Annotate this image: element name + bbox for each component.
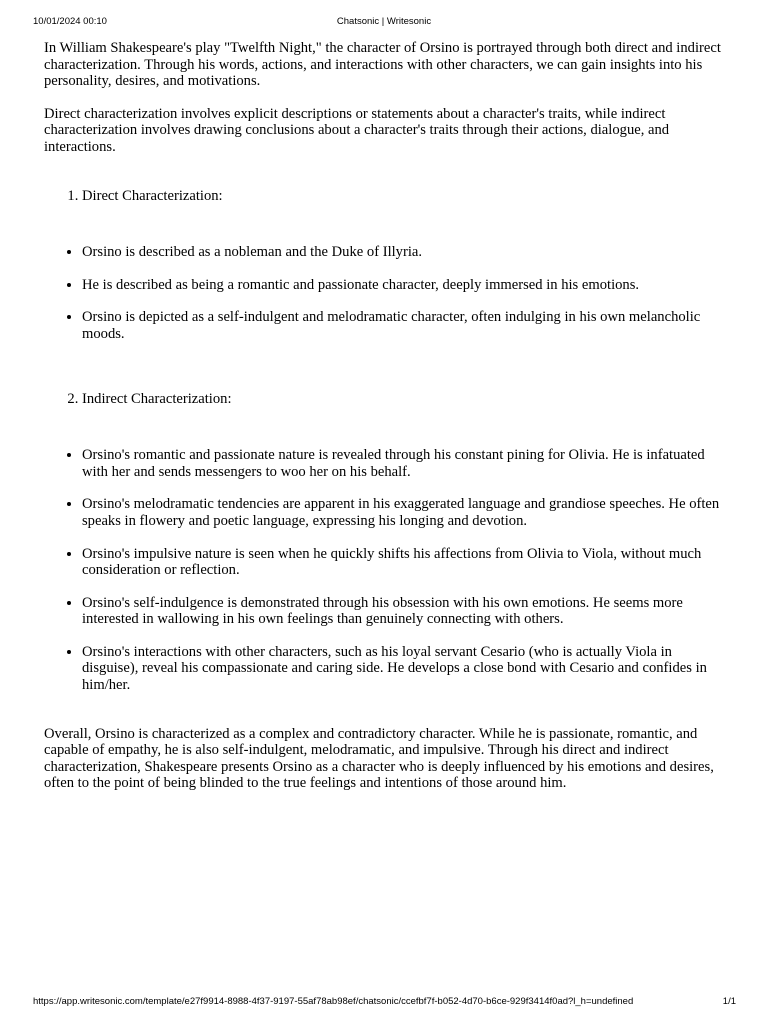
print-page-number: 1/1 (722, 996, 736, 1007)
direct-bullet-list (44, 244, 728, 342)
list-item: • Orsino's interactions with other characters, such as his loyal servant Cesario (who is actually Viola in disguise), reveal his compassionate and caring side. He develops a close bond with Cesario and confides in him/her. (82, 644, 728, 694)
list-item: • Orsino's self-indulgence is demonstrated through his obsession with his own emotions. He seems more interested in wallowing in his own feelings than genuinely connecting with others. (82, 595, 728, 628)
print-header (0, 16, 768, 30)
list-item: • Orsino is depicted as a self-indulgent and melodramatic character, often indulging in his own melancholic moods. (82, 309, 728, 342)
list-item: • Orsino's romantic and passionate nature is revealed through his constant pining for Olivia. He is infatuated with her and sends messengers to woo her on his behalf. (82, 447, 728, 480)
print-footer (0, 996, 768, 1010)
list-item: • He is described as being a romantic and passionate character, deeply immersed in his emotions. (82, 277, 728, 294)
conclusion-paragraph: Overall, Orsino is characterized as a complex and contradictory character. While he is passionate, romantic, and capable of empathy, he is also self-indulgent, melodramatic, and impulsive. Through his direct and indirect characterization, Shakespeare presents Orsino as a character who is deeply influenced by his emotions and desires, often to the point of being blinded to the true feelings and intentions of those around him. (44, 725, 714, 792)
list-item: • Orsino is described as a nobleman and the Duke of Illyria. (82, 244, 728, 261)
print-url: https://app.writesonic.com/template/e27f9914-8988-4f37-9197-55af78ab98ef/chatsonic/ccefbf7f-b052-4d70-b6ce-929f3414f0ad?l_h=undefined (33, 996, 634, 1007)
print-datetime: 10/01/2024 00:10 (33, 16, 107, 27)
document-body (44, 40, 728, 808)
section-heading-indirect: 2. Indirect Characterization: (82, 391, 728, 408)
indirect-bullet-list (44, 447, 728, 694)
intro-paragraph: In William Shakespeare's play "Twelfth Night," the character of Orsino is portrayed through both direct and indirect characterization. Through his words, actions, and interactions with other characters, we can gain insights into his personality, desires, and motivations. (44, 40, 721, 90)
definition-paragraph: Direct characterization involves explicit descriptions or statements about a character's traits, while indirect characterization involves drawing conclusions about a character's traits through their actions, dialogue, and interactions. (44, 105, 670, 155)
print-page-title: Chatsonic | Writesonic (336, 16, 432, 27)
list-item: • Orsino's melodramatic tendencies are apparent in his exaggerated language and grandiose speeches. He often speaks in flowery and poetic language, expressing his longing and devotion. (82, 496, 728, 529)
section-list-direct (44, 188, 728, 205)
section-heading-direct: 1. Direct Characterization: (82, 188, 728, 205)
list-item: • Orsino's impulsive nature is seen when he quickly shifts his affections from Olivia to Viola, without much consideration or reflection. (82, 546, 728, 579)
section-list-indirect (44, 391, 728, 408)
